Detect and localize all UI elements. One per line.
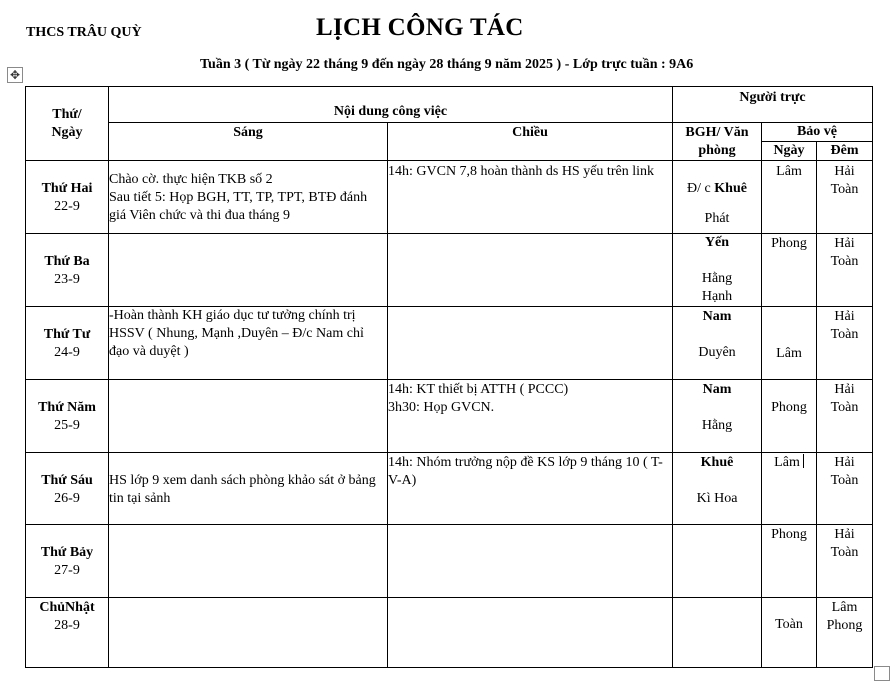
office-lead: Nam [702, 382, 732, 397]
guard-day-name: Lâm [774, 455, 800, 470]
header-duty: Người trực [673, 87, 873, 123]
day-cell [26, 234, 109, 307]
guard-day-cell [762, 453, 817, 525]
table-row [26, 161, 873, 234]
morning-cell [109, 598, 388, 668]
table-row [26, 598, 873, 668]
guard-day-cell: Phong [762, 525, 817, 598]
guard-night-cell: Hải Toàn [817, 161, 873, 234]
afternoon-cell [388, 307, 673, 380]
day-date: 23-9 [54, 272, 80, 287]
day-cell [26, 307, 109, 380]
morning-cell: Chào cờ. thực hiện TKB số 2 Sau tiết 5: Họp BGH, TT, TP, TPT, BTĐ đánh giá Viên chức và thi đua tháng 9 [109, 161, 388, 234]
table-row [26, 453, 873, 525]
office-cell [673, 525, 762, 598]
day-date: 22-9 [54, 199, 80, 214]
table-header-row-1 [26, 87, 873, 123]
day-date: 24-9 [54, 345, 80, 360]
office-staff: Kì Hoa [696, 491, 738, 506]
header-office: BGH/ Văn phòng [673, 123, 762, 161]
morning-cell [109, 380, 388, 453]
header-guard: Bảo vệ [762, 123, 873, 142]
schedule-table [25, 86, 873, 668]
office-lead: Yến [704, 235, 730, 250]
table-resize-handle[interactable] [874, 666, 890, 681]
office-staff: Hằng Hạnh [701, 271, 733, 304]
guard-day-cell: Phong [762, 380, 817, 453]
afternoon-cell [388, 234, 673, 307]
office-lead: Nam [702, 309, 732, 324]
office-lead: Khuê [700, 455, 734, 470]
header-guard-day: Ngày [762, 142, 817, 161]
office-prefix: Đ/ c [687, 181, 715, 196]
text-cursor [803, 454, 804, 468]
day-name: Thứ Hai [41, 181, 93, 196]
header-guard-night: Đêm [817, 142, 873, 161]
day-cell [26, 161, 109, 234]
guard-night-cell: Hải Toàn [817, 525, 873, 598]
morning-cell [109, 525, 388, 598]
day-name: ChủNhật [39, 600, 95, 615]
table-move-handle-icon[interactable]: ✥ [7, 67, 23, 83]
day-cell [26, 525, 109, 598]
day-date: 27-9 [54, 563, 80, 578]
afternoon-cell [388, 598, 673, 668]
day-date: 26-9 [54, 491, 80, 506]
day-cell [26, 453, 109, 525]
afternoon-cell: 14h: GVCN 7,8 hoàn thành ds HS yếu trên link [388, 161, 673, 234]
table-row [26, 307, 873, 380]
guard-day-cell: Phong [762, 234, 817, 307]
day-name: Thứ Sáu [41, 473, 93, 488]
guard-day-cell: Lâm [762, 161, 817, 234]
day-date: 25-9 [54, 418, 80, 433]
day-cell [26, 380, 109, 453]
table-row [26, 525, 873, 598]
header-morning: Sáng [109, 123, 388, 161]
morning-cell: -Hoàn thành KH giáo dục tư tưởng chính trị HSSV ( Nhung, Mạnh ,Duyên – Đ/c Nam chỉ đạo và duyệt ) [109, 307, 388, 380]
page-title: LỊCH CÔNG TÁC [316, 14, 524, 41]
school-name: THCS TRÂU QUỲ [26, 25, 142, 40]
guard-night-cell: Lâm Phong [817, 598, 873, 668]
morning-cell: HS lớp 9 xem danh sách phòng khảo sát ở bảng tin tại sảnh [109, 453, 388, 525]
office-cell [673, 161, 762, 234]
afternoon-cell: 14h: KT thiết bị ATTH ( PCCC) 3h30: Họp GVCN. [388, 380, 673, 453]
day-name: Thứ Tư [43, 327, 91, 342]
office-staff: Phát [704, 211, 730, 226]
header-afternoon: Chiều [388, 123, 673, 161]
header-content: Nội dung công việc [109, 87, 673, 123]
afternoon-cell: 14h: Nhóm trưởng nộp đề KS lớp 9 tháng 10 ( T-V-A) [388, 453, 673, 525]
guard-night-cell: Hải Toàn [817, 380, 873, 453]
day-cell [26, 598, 109, 668]
office-cell [673, 598, 762, 668]
day-name: Thứ Ba [44, 254, 90, 269]
guard-night-cell: Hải Toàn [817, 307, 873, 380]
office-cell [673, 307, 762, 380]
guard-day-cell: Lâm [762, 307, 817, 380]
guard-day-cell: Toàn [762, 598, 817, 668]
morning-cell [109, 234, 388, 307]
office-staff: Hằng [701, 418, 733, 433]
guard-night-cell: Hải Toàn [817, 453, 873, 525]
day-name: Thứ Năm [38, 400, 96, 415]
table-row [26, 234, 873, 307]
guard-night-cell: Hải Toàn [817, 234, 873, 307]
week-subtitle: Tuần 3 ( Từ ngày 22 tháng 9 đến ngày 28 tháng 9 năm 2025 ) - Lớp trực tuần : 9A6 [200, 57, 694, 72]
day-name: Thứ Bảy [40, 545, 94, 560]
day-date: 28-9 [54, 618, 80, 633]
office-cell [673, 234, 762, 307]
afternoon-cell [388, 525, 673, 598]
table-row [26, 380, 873, 453]
office-cell [673, 453, 762, 525]
header-day: Thứ/ Ngày [26, 87, 109, 161]
office-lead: Khuê [714, 181, 747, 196]
office-staff: Duyên [698, 345, 736, 360]
table-header-row-2 [26, 123, 873, 142]
office-cell [673, 380, 762, 453]
